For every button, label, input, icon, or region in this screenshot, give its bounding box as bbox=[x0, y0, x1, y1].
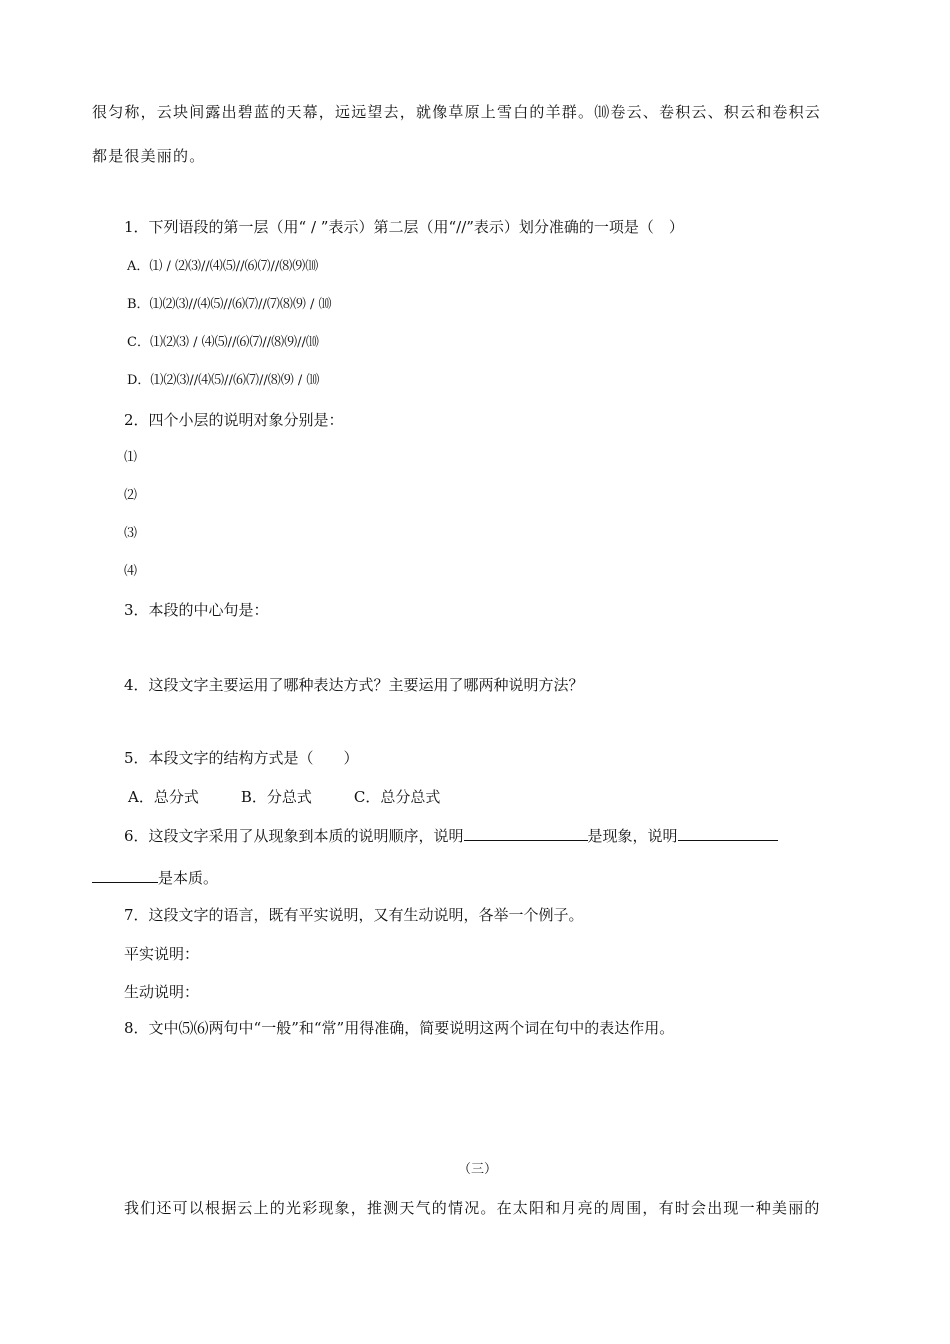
section-3-title: （三） bbox=[458, 1162, 498, 1177]
question-5-options bbox=[128, 787, 482, 807]
answer-blank-essence-start[interactable] bbox=[678, 824, 778, 841]
question-7-plain-label: 平实说明： bbox=[124, 945, 200, 963]
question-8-stem: 8．文中⑸⑹两句中“一般”和“常”用得准确，简要说明这两个词在句中的表达作用。 bbox=[124, 1019, 675, 1037]
question-7-stem: 7．这段文字的语言，既有平实说明，又有生动说明，各举一个例子。 bbox=[124, 906, 584, 924]
question-5-stem: 5．本段文字的结构方式是（ ） bbox=[124, 749, 359, 767]
question-1-option-c: C．⑴⑵⑶ / ⑷⑸//⑹⑺//⑻⑼//⑽ bbox=[127, 335, 319, 350]
section-3-text: 我们还可以根据云上的光彩现象，推测天气的情况。在太阳和月亮的周围，有时会出现一种美丽的 bbox=[124, 1199, 821, 1217]
question-6-line-2 bbox=[92, 866, 218, 888]
question-4-stem: 4．这段文字主要运用了哪种表达方式？主要运用了哪两种说明方法？ bbox=[124, 676, 584, 694]
question-7-vivid-label: 生动说明： bbox=[124, 983, 200, 1001]
answer-blank-phenomenon[interactable] bbox=[464, 824, 588, 841]
question-2-item-4: ⑷ bbox=[124, 564, 138, 579]
question-2-item-1: ⑴ bbox=[124, 450, 138, 465]
passage-line-2: 都是很美丽的。 bbox=[92, 147, 206, 165]
question-6-part-3: 是本质。 bbox=[158, 869, 219, 887]
question-1-stem: 1．下列语段的第一层（用“ / ”表示）第二层（用“//”表示）划分准确的一项是（ ） bbox=[124, 218, 684, 236]
answer-blank-essence-end[interactable] bbox=[92, 866, 158, 883]
question-1-option-d: D．⑴⑵⑶//⑷⑸//⑹⑺//⑻⑼ / ⑽ bbox=[127, 373, 320, 388]
question-6-line-1 bbox=[124, 824, 778, 846]
question-5-option-c: C．总分总式 bbox=[353, 788, 441, 806]
question-2-item-2: ⑵ bbox=[124, 488, 138, 503]
question-5-option-a: A．总分式 bbox=[128, 788, 199, 806]
question-2-stem: 2．四个小层的说明对象分别是： bbox=[124, 411, 344, 429]
passage-line-1: 很匀称，云块间露出碧蓝的天幕，远远望去，就像草原上雪白的羊群。⑽卷云、卷积云、积云和卷积云 bbox=[92, 103, 822, 121]
question-5-option-b: B．分总式 bbox=[240, 788, 312, 806]
question-3-stem: 3．本段的中心句是： bbox=[124, 601, 269, 619]
question-1-option-a: A．⑴ / ⑵⑶//⑷⑸//⑹⑺//⑻⑼⑽ bbox=[127, 259, 319, 274]
question-1-option-b: B．⑴⑵⑶//⑷⑸//⑹⑺//⑺⑻⑼ / ⑽ bbox=[127, 297, 332, 312]
question-2-item-3: ⑶ bbox=[124, 526, 138, 541]
question-6-part-1: 6．这段文字采用了从现象到本质的说明顺序，说明 bbox=[124, 827, 464, 845]
question-6-part-2: 是现象，说明 bbox=[587, 827, 678, 845]
